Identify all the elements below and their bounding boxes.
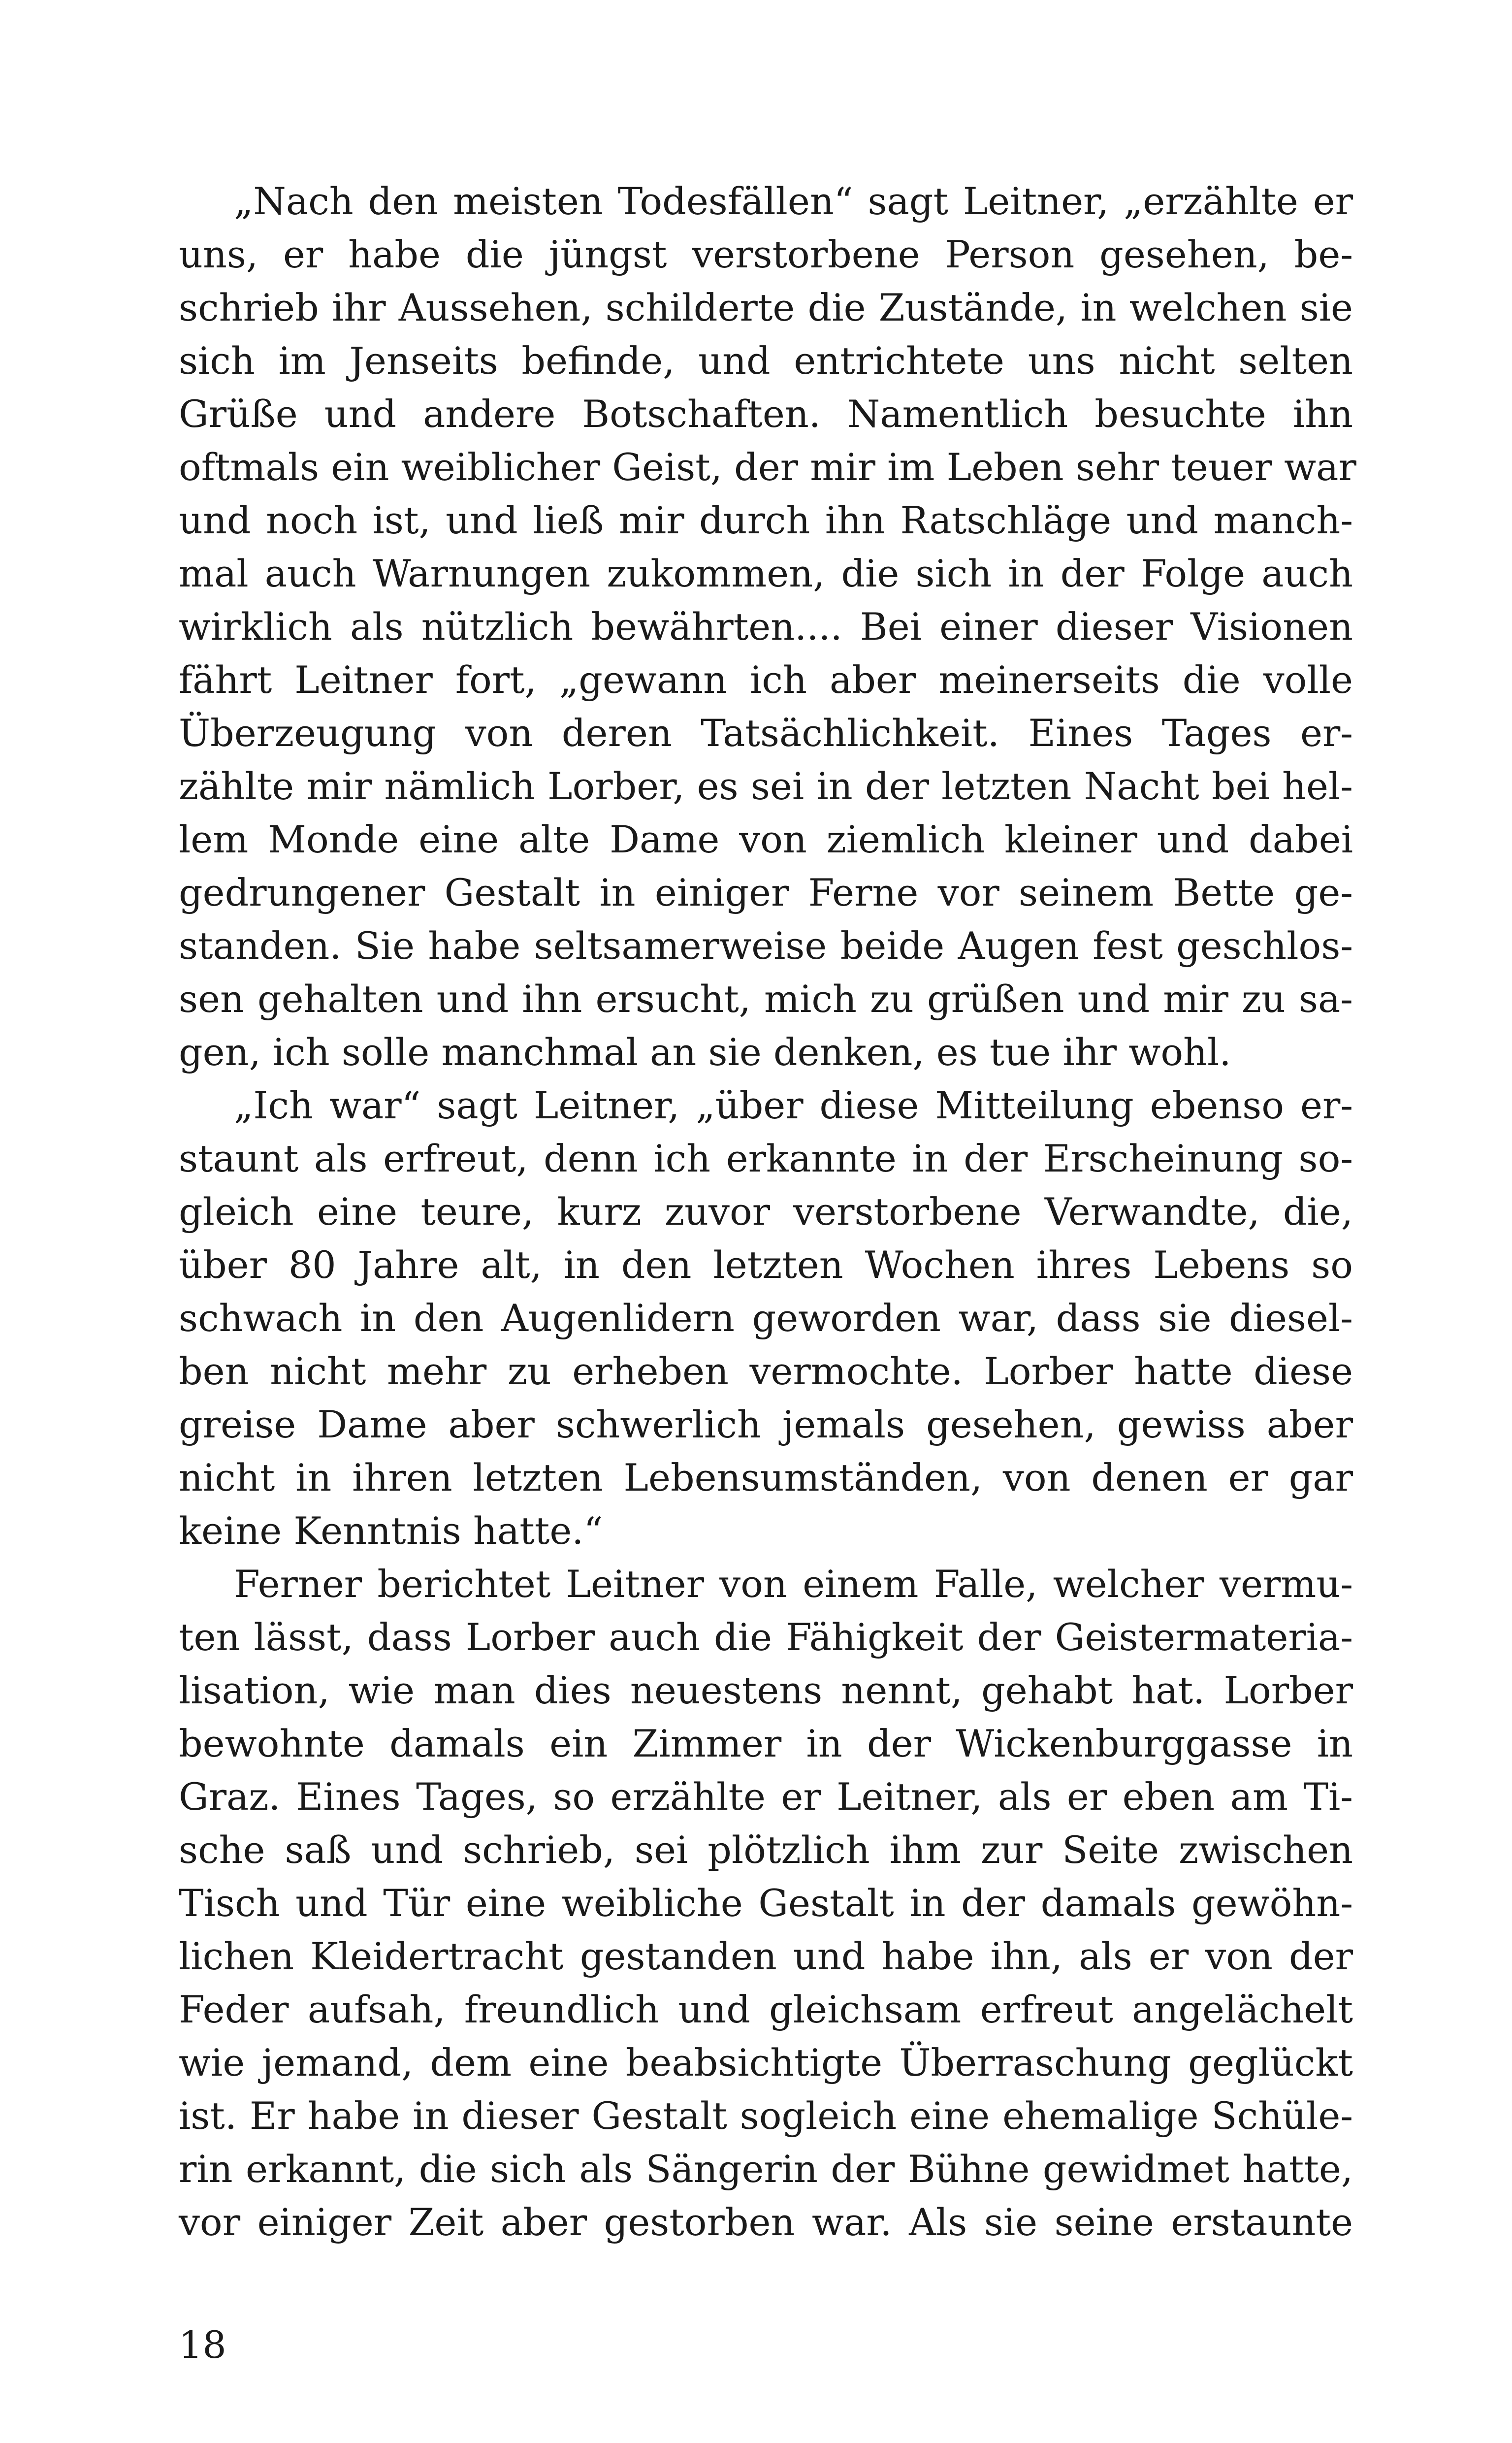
text-line: lisation, wie man dies neuestens nennt, gehabt hat. Lorber bbox=[179, 1668, 1353, 1712]
text-line: sen gehalten und ihn ersucht, mich zu grüßen und mir zu sa- bbox=[179, 977, 1353, 1021]
text-line: sich im Jenseits befinde, und entrichtete uns nicht selten bbox=[179, 339, 1353, 383]
text-line: zählte mir nämlich Lorber, es sei in der letzten Nacht bei hel- bbox=[179, 764, 1353, 808]
body-text bbox=[179, 175, 1356, 2249]
paragraph bbox=[179, 1079, 1353, 1558]
text-line: über 80 Jahre alt, in den letzten Wochen ihres Lebens so bbox=[179, 1243, 1353, 1287]
text-line: und noch ist, und ließ mir durch ihn Ratschläge und manch- bbox=[179, 498, 1353, 542]
text-line: mal auch Warnungen zukommen, die sich in der Folge auch bbox=[179, 552, 1353, 595]
text-line: greise Dame aber schwerlich jemals gesehen, gewiss aber bbox=[179, 1402, 1353, 1446]
text-line: „Nach den meisten Todesfällen“ sagt Leitner, „erzählte er bbox=[234, 179, 1353, 223]
text-line: gen, ich solle manchmal an sie denken, es tue ihr wohl. bbox=[179, 1030, 1231, 1074]
text-line: standen. Sie habe seltsamerweise beide Augen fest geschlos- bbox=[179, 924, 1353, 968]
text-line: lichen Kleidertracht gestanden und habe ihn, als er von der bbox=[179, 1934, 1353, 1978]
paragraph bbox=[179, 1558, 1353, 2249]
text-line: staunt als erfreut, denn ich erkannte in der Erscheinung so- bbox=[179, 1137, 1353, 1180]
text-line: Überzeugung von deren Tatsächlichkeit. Eines Tages er- bbox=[179, 711, 1353, 755]
text-line: vor einiger Zeit aber gestorben war. Als sie seine erstaunte bbox=[179, 2200, 1353, 2244]
text-line: gedrungener Gestalt in einiger Ferne vor seinem Bette ge- bbox=[179, 871, 1353, 914]
text-line: „Ich war“ sagt Leitner, „über diese Mitteilung ebenso er- bbox=[234, 1083, 1353, 1127]
text-line: Feder aufsah, freundlich und gleichsam erfreut angelächelt bbox=[179, 1987, 1353, 2031]
text-line: fährt Leitner fort, „gewann ich aber meinerseits die volle bbox=[179, 658, 1353, 702]
text-line: wirklich als nützlich bewährten.... Bei einer dieser Visionen bbox=[179, 605, 1353, 649]
page-number: 18 bbox=[179, 2323, 226, 2367]
text-line: Ferner berichtet Leitner von einem Falle, welcher vermu- bbox=[234, 1562, 1353, 1606]
text-line: ist. Er habe in dieser Gestalt sogleich eine ehemalige Schüle- bbox=[179, 2094, 1353, 2138]
paragraph bbox=[179, 175, 1356, 1079]
text-line: oftmals ein weiblicher Geist, der mir im Leben sehr teuer war bbox=[179, 445, 1356, 489]
text-line: schrieb ihr Aussehen, schilderte die Zustände, in welchen sie bbox=[179, 286, 1353, 329]
text-line: lem Monde eine alte Dame von ziemlich kleiner und dabei bbox=[179, 817, 1353, 861]
text-line: Tisch und Tür eine weibliche Gestalt in der damals gewöhn- bbox=[179, 1881, 1353, 1925]
text-line: keine Kenntnis hatte.“ bbox=[179, 1509, 603, 1553]
text-line: ben nicht mehr zu erheben vermochte. Lorber hatte diese bbox=[179, 1349, 1353, 1393]
text-line: sche saß und schrieb, sei plötzlich ihm zur Seite zwischen bbox=[179, 1828, 1353, 1872]
text-line: uns, er habe die jüngst verstorbene Person gesehen, be- bbox=[179, 232, 1353, 276]
text-line: gleich eine teure, kurz zuvor verstorbene Verwandte, die, bbox=[179, 1190, 1353, 1234]
text-line: bewohnte damals ein Zimmer in der Wickenburggasse in bbox=[179, 1722, 1353, 1765]
text-line: rin erkannt, die sich als Sängerin der Bühne gewidmet hatte, bbox=[179, 2147, 1353, 2191]
text-line: ten lässt, dass Lorber auch die Fähigkeit der Geistermateria- bbox=[179, 1615, 1353, 1659]
text-line: wie jemand, dem eine beabsichtigte Überraschung geglückt bbox=[179, 2041, 1353, 2085]
text-line: Grüße und andere Botschaften. Namentlich besuchte ihn bbox=[179, 392, 1353, 436]
text-line: Graz. Eines Tages, so erzählte er Leitner, als er eben am Ti- bbox=[179, 1775, 1353, 1819]
text-line: nicht in ihren letzten Lebensumständen, von denen er gar bbox=[179, 1456, 1353, 1499]
text-line: schwach in den Augenlidern geworden war, dass sie diesel- bbox=[179, 1296, 1353, 1340]
